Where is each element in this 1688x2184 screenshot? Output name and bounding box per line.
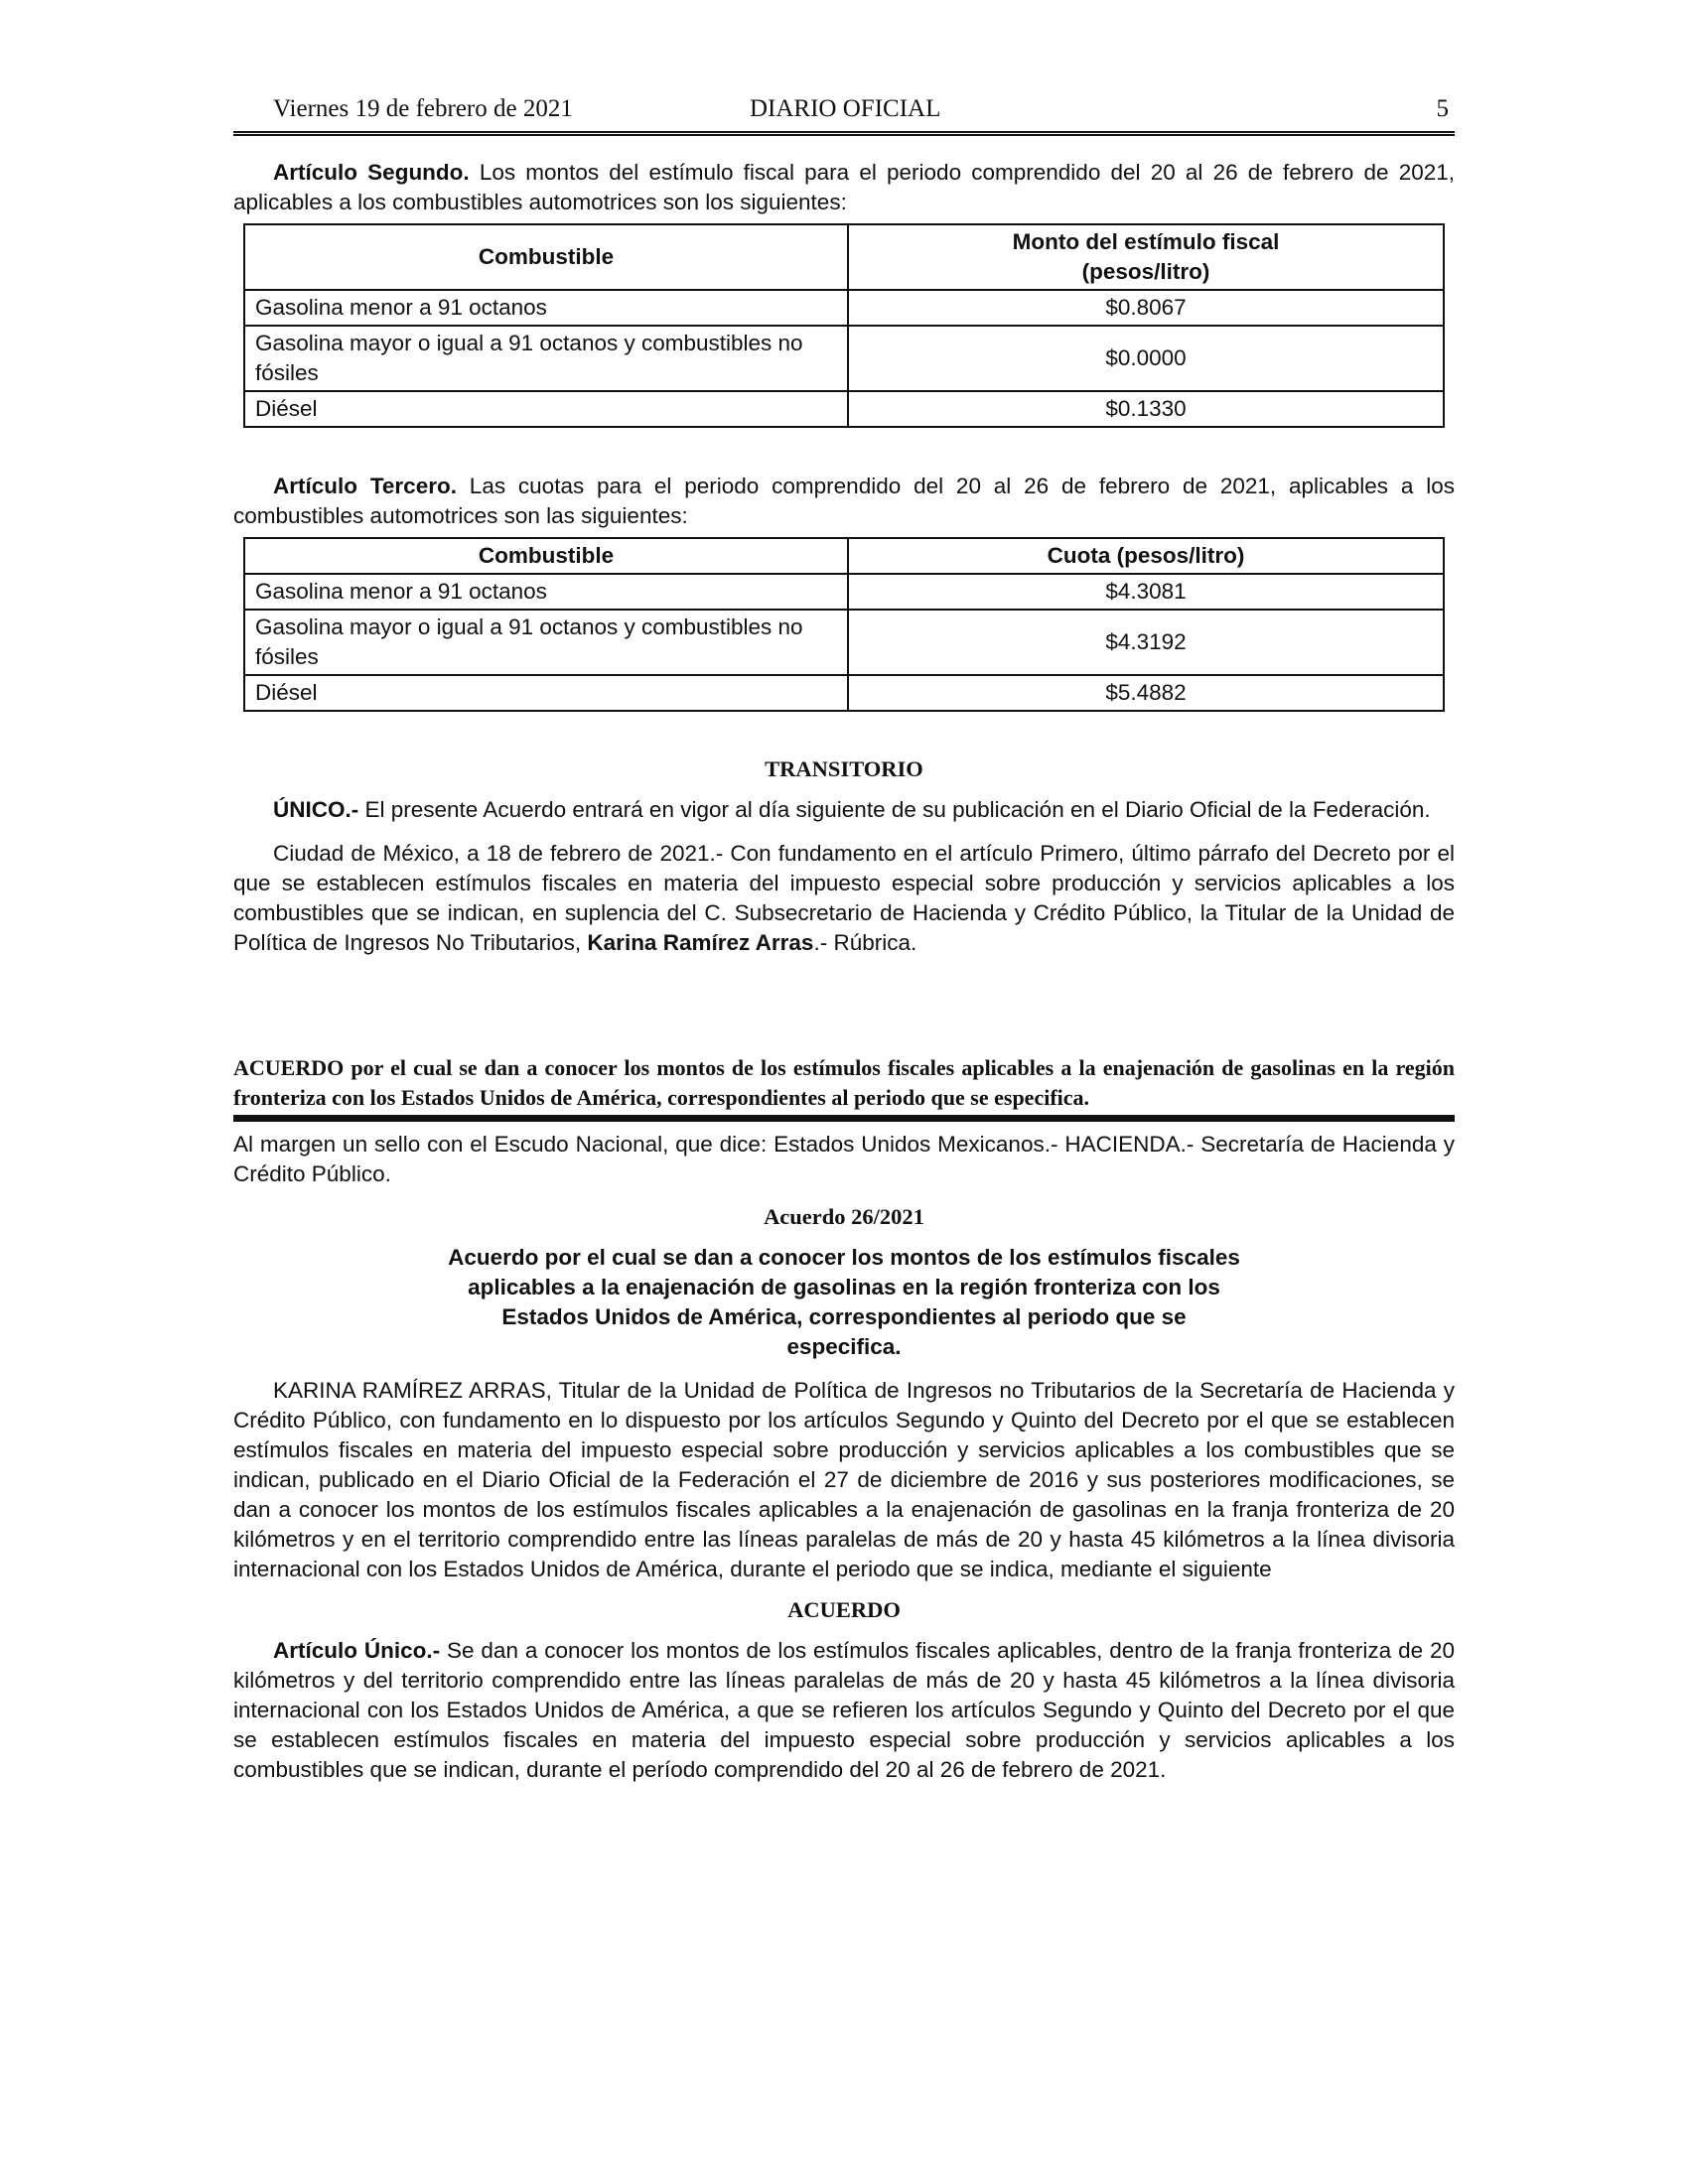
- table-header-stimulus-line1: Monto del estímulo fiscal: [1012, 229, 1280, 254]
- unico-paragraph: [233, 795, 1455, 825]
- signoff-text: Ciudad de México, a 18 de febrero de 2021.- Con fundamento en el artículo Primero, último párrafo del Decreto por el que se establecen estímulos fiscales en materia del impuesto especial sobre producción y servicios aplicables a los combustibles que se indican, en suplencia del C. Subsecretario de Hacienda y Crédito Público, la Titular de la Unidad de Política de Ingresos No Tributarios,: [233, 841, 1455, 955]
- table-header-row: [244, 538, 1444, 574]
- header-page-number: 5: [1436, 95, 1449, 122]
- table-header-fuel: Combustible: [244, 224, 848, 290]
- stimulus-table: [243, 223, 1445, 428]
- article-segundo-paragraph: [233, 158, 1455, 217]
- articulo-unico-paragraph: [233, 1636, 1455, 1785]
- value-cell: $5.4882: [848, 675, 1444, 711]
- article-tercero-lead: Artículo Tercero.: [273, 474, 457, 498]
- value-cell: $4.3081: [848, 574, 1444, 610]
- fuel-cell: Diésel: [244, 675, 848, 711]
- fuel-cell: Gasolina mayor o igual a 91 octanos y combustibles no fósiles: [244, 326, 848, 391]
- fuel-cell: Gasolina mayor o igual a 91 octanos y combustibles no fósiles: [244, 610, 848, 675]
- article-tercero-paragraph: [233, 472, 1455, 531]
- acuerdo-intro: KARINA RAMÍREZ ARRAS, Titular de la Unidad de Política de Ingresos no Tributarios de la Secretaría de Hacienda y Crédito Público, con fundamento en lo dispuesto por los artículos Segundo y Quinto del Decreto por el que se establecen estímulos fiscales en materia del impuesto especial sobre producción y servicios aplicables a los combustibles que se indican, publicado en el Diario Oficial de la Federación el 27 de diciembre de 2016 y sus posteriores modificaciones, se dan a conocer los montos de los estímulos fiscales aplicables a la enajenación de gasolinas en la franja fronteriza de 20 kilómetros y en el territorio comprendido entre las líneas paralelas de más de 20 y hasta 45 kilómetros a la línea divisoria internacional con los Estados Unidos de América, durante el periodo que se indica, mediante el siguiente: [233, 1378, 1455, 1581]
- fuel-cell: Gasolina menor a 91 octanos: [244, 574, 848, 610]
- fuel-cell: Gasolina menor a 91 octanos: [244, 290, 848, 326]
- table-row: [244, 290, 1444, 326]
- table-row: [244, 391, 1444, 427]
- margin-note: Al margen un sello con el Escudo Nacional, que dice: Estados Unidos Mexicanos.- HACIENDA.- Secretaría de Hacienda y Crédito Público.: [233, 1132, 1455, 1186]
- value-cell: $0.0000: [848, 326, 1444, 391]
- article-tercero-text: Las cuotas para el periodo comprendido del 20 al 26 de febrero de 2021, aplicables a los combustibles automotrices son las siguientes:: [233, 474, 1456, 528]
- signoff-paragraph: [233, 839, 1455, 958]
- articulo-unico-lead: Artículo Único.-: [273, 1638, 441, 1663]
- quota-table: [243, 537, 1445, 712]
- acuerdo-subtitle: Acuerdo por el cual se dan a conocer los montos de los estímulos fiscales aplicables a la enajenación de gasolinas en la región fronteriza con los Estados Unidos de América, correspondientes al periodo que se especifica.: [448, 1245, 1240, 1359]
- unico-text: El presente Acuerdo entrará en vigor al día siguiente de su publicación en el Diario Oficial de la Federación.: [358, 797, 1431, 822]
- unico-lead: ÚNICO.-: [273, 797, 359, 822]
- value-cell: $0.8067: [848, 290, 1444, 326]
- acuerdo-section-heading: ACUERDO: [787, 1597, 901, 1622]
- table-row: [244, 326, 1444, 391]
- header-date: Viernes 19 de febrero de 2021: [273, 95, 573, 122]
- signoff-name: Karina Ramírez Arras: [587, 930, 814, 955]
- table-header-row: [244, 224, 1444, 290]
- table-row: [244, 675, 1444, 711]
- table-header-quota: Cuota (pesos/litro): [848, 538, 1444, 574]
- document-page: [233, 91, 1455, 1785]
- signoff-end: .- Rúbrica.: [813, 930, 917, 955]
- table-row: [244, 574, 1444, 610]
- table-header-stimulus: [848, 224, 1444, 290]
- fuel-cell: Diésel: [244, 391, 848, 427]
- page-header: [233, 91, 1455, 136]
- article-segundo-lead: Artículo Segundo.: [273, 160, 470, 185]
- header-publication-title: DIARIO OFICIAL: [750, 95, 941, 122]
- article-segundo-text: Los montos del estímulo fiscal para el periodo comprendido del 20 al 26 de febrero de 2021, aplicables a los combustibles automotrices son los siguientes:: [233, 160, 1455, 214]
- articulo-unico-text: Se dan a conocer los montos de los estímulos fiscales aplicables, dentro de la franja fronteriza de 20 kilómetros y del territorio comprendido entre las líneas paralelas de más de 20 y hasta 45 kilómetros a la línea divisoria internacional con los Estados Unidos de América, a que se refieren los artículos Segundo y Quinto del Decreto por el que se establecen estímulos fiscales en materia del impuesto especial sobre producción y servicios aplicables a los combustibles que se indican, durante el período comprendido del 20 al 26 de febrero de 2021.: [233, 1638, 1456, 1782]
- value-cell: $4.3192: [848, 610, 1444, 675]
- value-cell: $0.1330: [848, 391, 1444, 427]
- transitorio-heading: TRANSITORIO: [765, 756, 923, 781]
- table-header-fuel: Combustible: [244, 538, 848, 574]
- acuerdo-heading: ACUERDO por el cual se dan a conocer los montos de los estímulos fiscales aplicables a la enajenación de gasolinas en la región fronteriza con los Estados Unidos de América, correspondientes al periodo que se especifica.: [233, 1053, 1455, 1122]
- table-header-stimulus-line2: (pesos/litro): [1081, 259, 1210, 284]
- acuerdo-number: Acuerdo 26/2021: [764, 1204, 924, 1229]
- table-row: [244, 610, 1444, 675]
